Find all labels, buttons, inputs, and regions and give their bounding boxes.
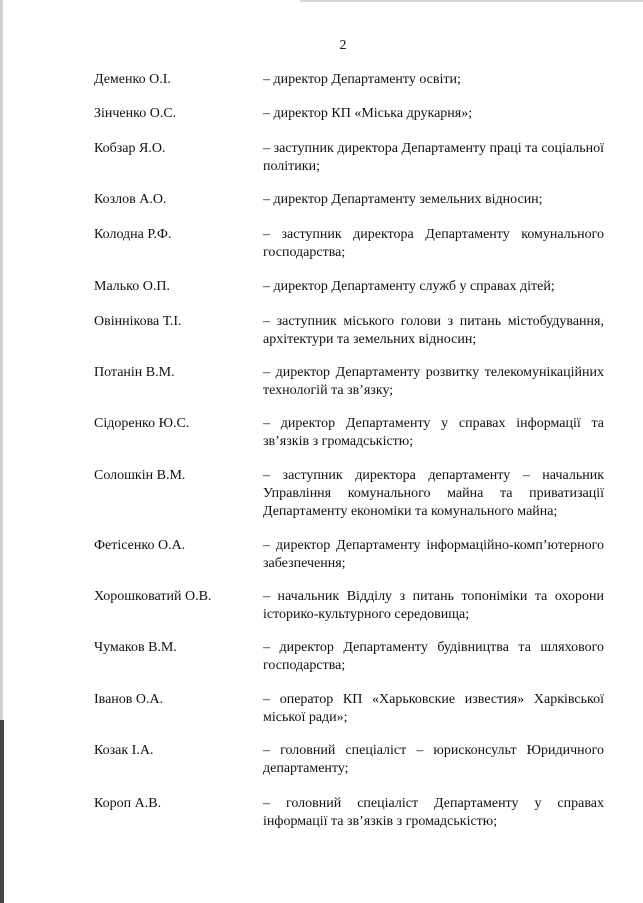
person-role: – директор Департаменту освіти;: [263, 72, 461, 87]
person-name: Короп А.В.: [94, 796, 162, 811]
person-name: Сідоренко Ю.С.: [94, 416, 190, 431]
person-role: – директор Департаменту у справах інформації та зв’язків з громадськістю;: [263, 416, 604, 449]
person-role: – заступник міського голови з питань містобудування, архітектури та земельних відносин;: [263, 314, 604, 347]
person-role: – директор Департаменту розвитку телекомунікаційних технологій та зв’язку;: [263, 365, 604, 398]
person-name: Кобзар Я.О.: [94, 141, 166, 156]
person-role: – оператор КП «Харьковские известия» Харківської міської ради»;: [263, 692, 604, 725]
person-name: Чумаков В.М.: [94, 640, 177, 655]
person-name: Потанін В.М.: [94, 365, 175, 380]
person-name: Овіннікова Т.І.: [94, 314, 182, 329]
person-name: Козак І.А.: [94, 743, 154, 758]
person-name: Хорошковатий О.В.: [94, 589, 212, 604]
person-name: Колодна Р.Ф.: [94, 227, 172, 242]
person-role: – директор Департаменту служб у справах дітей;: [263, 279, 555, 294]
person-role: – заступник директора Департаменту комунального господарства;: [263, 227, 604, 260]
person-name: Козлов А.О.: [94, 192, 167, 207]
scan-left-shadow: [0, 720, 4, 903]
person-name: Фетісенко О.А.: [94, 538, 186, 553]
person-role: – директор Департаменту будівництва та шляхового господарства;: [263, 640, 604, 673]
person-role: – заступник директора департаменту – начальник Управління комунального майна та приватизації Департаменту економіки та комунального майна;: [263, 468, 604, 519]
person-name: Солошкін В.М.: [94, 468, 186, 483]
page-number: 2: [339, 38, 347, 53]
person-role: – директор КП «Міська друкарня»;: [263, 106, 473, 121]
person-name: Малько О.П.: [94, 279, 170, 294]
person-role: – начальник Відділу з питань топоніміки та охорони історико-культурного середовища;: [263, 589, 604, 622]
person-name: Зінченко О.С.: [94, 106, 177, 121]
scan-top-edge: [300, 0, 643, 2]
person-role: – директор Департаменту земельних відносин;: [263, 192, 543, 207]
person-name: Деменко О.І.: [94, 72, 171, 87]
person-role: – головний спеціаліст Департаменту у справах інформації та зв’язків з громадськістю;: [263, 796, 604, 829]
person-role: – головний спеціаліст – юрисконсульт Юридичного департаменту;: [263, 743, 604, 776]
person-name: Іванов О.А.: [94, 692, 164, 707]
person-role: – директор Департаменту інформаційно-комп’ютерного забезпечення;: [263, 538, 604, 571]
person-role: – заступник директора Департаменту праці та соціальної політики;: [263, 141, 604, 174]
